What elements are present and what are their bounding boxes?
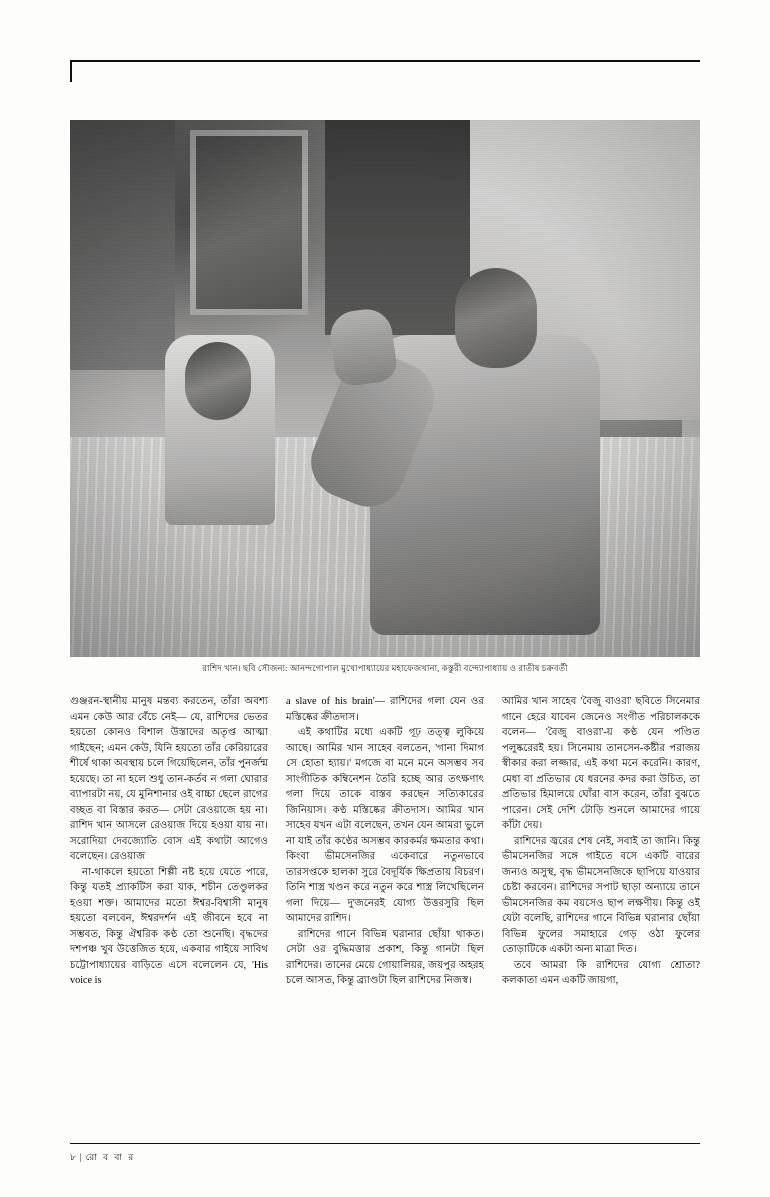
paragraph: রাশিদের জ্বরের শেষ নেই, সবাই তা জানি। কিন্তু ভীমসেনজির সঙ্গে গাইতে বসে একটি বারের জন্যও অসুস্থ, বৃদ্ধ ভীমসেনজিকে ছাপিয়ে যাওয়ার চেষ্টা করবেন। রাশিদের সপাট ছাড়া অন্যায়ে তানে ভীমসেনজির কম বয়সেও ছাপ লক্ষণীয়। কিন্তু ওই যেটা বলেছি, রাশিদের গানে বিভিন্ন ঘরানার ছোঁয়া বিভিন্ন ফুলের সমাহারে গেড় ওঠা ফুলের তোড়াটিকে একটা অন্য মাত্রা দিত।: [502, 835, 700, 955]
page-number: ৮: [70, 1152, 76, 1162]
paragraph: না-থাকলে হয়তো শিল্পী নষ্ট হয়ে যেতে পারে, কিন্তু যতই প্র্যাকটিস করা যাক, শচীন তেণ্ডুলকর হওয়া শক্ত। আমাদের মতো ঈশ্বর-বিশ্বাসী মানুষ হয়তো বলবেন, ঈশ্বরদর্শন এই জীবনে হবে না সম্ভবত, কিন্তু ঐশ্বরিক কণ্ঠ তো শুনেছি। বৃদ্ধদের দশপঞ্চ খুব উত্তেজিত হয়ে, একবার গাইয়ে সাবিথ চট্টোপাধ্যায়ের বাড়িতে এসে বলেলেন যে, 'His voice is: [70, 866, 268, 986]
footer-rule: [70, 1143, 700, 1144]
article-body: [70, 694, 700, 1126]
paragraph: এই কথাটির মধ্যে একটি গূঢ় তত্ত্ব লুকিয়ে আছে। আমির খান সাহেব বলতেন, 'গানা দিমাগ সে হোতা হ্যায়।' মগজে বা মনে মনে অসম্ভব সব সাংগীতিক কম্বিনেশন তৈরি হচ্ছে আর তৎক্ষণাৎ গলা দিয়ে তাকে বাস্তব করছেন সত্যিকারের জিনিয়াস। কণ্ঠ মস্তিষ্কের ক্রীতদাস। আমির খান সাহেব যখন এটা বলেছেন, তখন যেন আমরা ভুলে না যাই তাঁর কণ্ঠের অসম্ভব কারকর্মর ক্ষমতার কথা। কিংবা ভীমসেনজির একেবারে নতুনভাবে তারসপ্তকে হালকা সুরে বৈদূর্যিক ক্ষিপ্রতায় বিচরণ। তিনি শাস্ত্র খণ্ডন করে নতুন করে শাস্ত্র লিখেছিলেন গলা দিয়ে— দু'জনেরই যোগ্য উত্তরসুরি ছিল আমাদের রাশিদ।: [286, 727, 484, 924]
header-rule: [70, 60, 700, 62]
photo-base: [70, 120, 700, 657]
paragraph: আমির খান সাহেব 'বৈজু বাওরা' ছবিতে সিনেমার গানে হেরে যাবেন জেনেও সংগীত পরিচালককে বলেন— 'বৈজু বাওরা'-য় কণ্ঠ যেন পণ্ডিত পলুষ্করেরই হয়। সিনেমায় তানসেন-কষ্টীর পরাজয় স্বীকার করা লজ্জার, এই কথা মনে করেনি। কারণ, মেধা বা প্রতিভার যে ধরনের কদর করা উচিত, তা প্রতিভার হিমালয়ে ঘোঁরা বাস করেন, তাঁরা বুঝতে পারেন। সেই দেশি টোড়ি শুনলে আমাদের গায়ে কাঁটা দেয়।: [502, 696, 700, 831]
paragraph: তবে আমরা কি রাশিদের যোগ্য শ্রোতা? কলকাতা এমন একটি জায়গা,: [502, 959, 700, 986]
photo-window: [190, 130, 308, 315]
paragraph: রাশিদের গানে বিভিন্ন ঘরানার ছোঁয়া থাকত। সেটা ওর বুদ্ধিমত্তার প্রকাশ, কিন্তু গানটা ছিল রাশিদের। তানের মেয়ে গোয়ালিয়র, জয়পুর অহরহ চলে আসত, কিন্তু ব্র্যাণ্ডটা ছিল রাশিদের নিজস্ব।: [286, 928, 484, 986]
article-column-1: [70, 694, 268, 1126]
photo-man-head: [455, 268, 537, 368]
header-rule-tick: [70, 60, 72, 82]
footer-separator: |: [79, 1152, 82, 1162]
publication-name: রো ব বা র: [85, 1152, 136, 1162]
photo-caption: রাশিদ খান। ছবি সৌজন্য: আনন্দগোপাল মুখোপাধ্যায়ের মহাফেজখানা, কস্তুরী বন্দ্যোপাধ্যায় ও রাতীষ চক্রবর্তী: [202, 663, 568, 673]
photo-left-window: [70, 120, 175, 370]
paragraph: a slave of his brain'— রাশিদের গলা যেন ওর মস্তিষ্কের ক্রীতদাস।: [286, 696, 484, 723]
article-photograph: [70, 120, 700, 657]
photo-child-head: [185, 342, 251, 420]
article-column-3: [502, 694, 700, 1126]
paragraph: গুঞ্জরন-স্থানীয় মানুষ মন্তব্য করতেন, তাঁরা অবশ্য এমন কেউ আর বেঁচে নেই— যে, রাশিদের ভেতর হয়তো কোনও বিশাল উস্তাদের অতৃপ্ত আত্মা গাইছেন; এমন কেউ, যিনি হয়তো তাঁর কেরিয়ারের শীর্ষে থাকা অবস্থায় চলে গিয়েছিলেন, তাঁর পুনর্জন্ম হয়েছে। তা না হলে শুধু তান-কর্তব ন গলা ঘোরার ব্যাপারটা নয়, যে মুনিশানার ওই বাচ্চা ছেলে রাগের বচ্ছত বা বিস্তার করত— সেটা রেওয়াজে হয় না। রাশিদ খান আসলে রেওয়াজ দিয়ে হওয়া যায় না। সরোদিয়া দেবজ্যোতি বোস এই কথাটা আগেও বলেছেন। রেওয়াজ: [70, 696, 268, 862]
article-column-2: [286, 694, 484, 1126]
page-footer: [70, 1150, 700, 1165]
